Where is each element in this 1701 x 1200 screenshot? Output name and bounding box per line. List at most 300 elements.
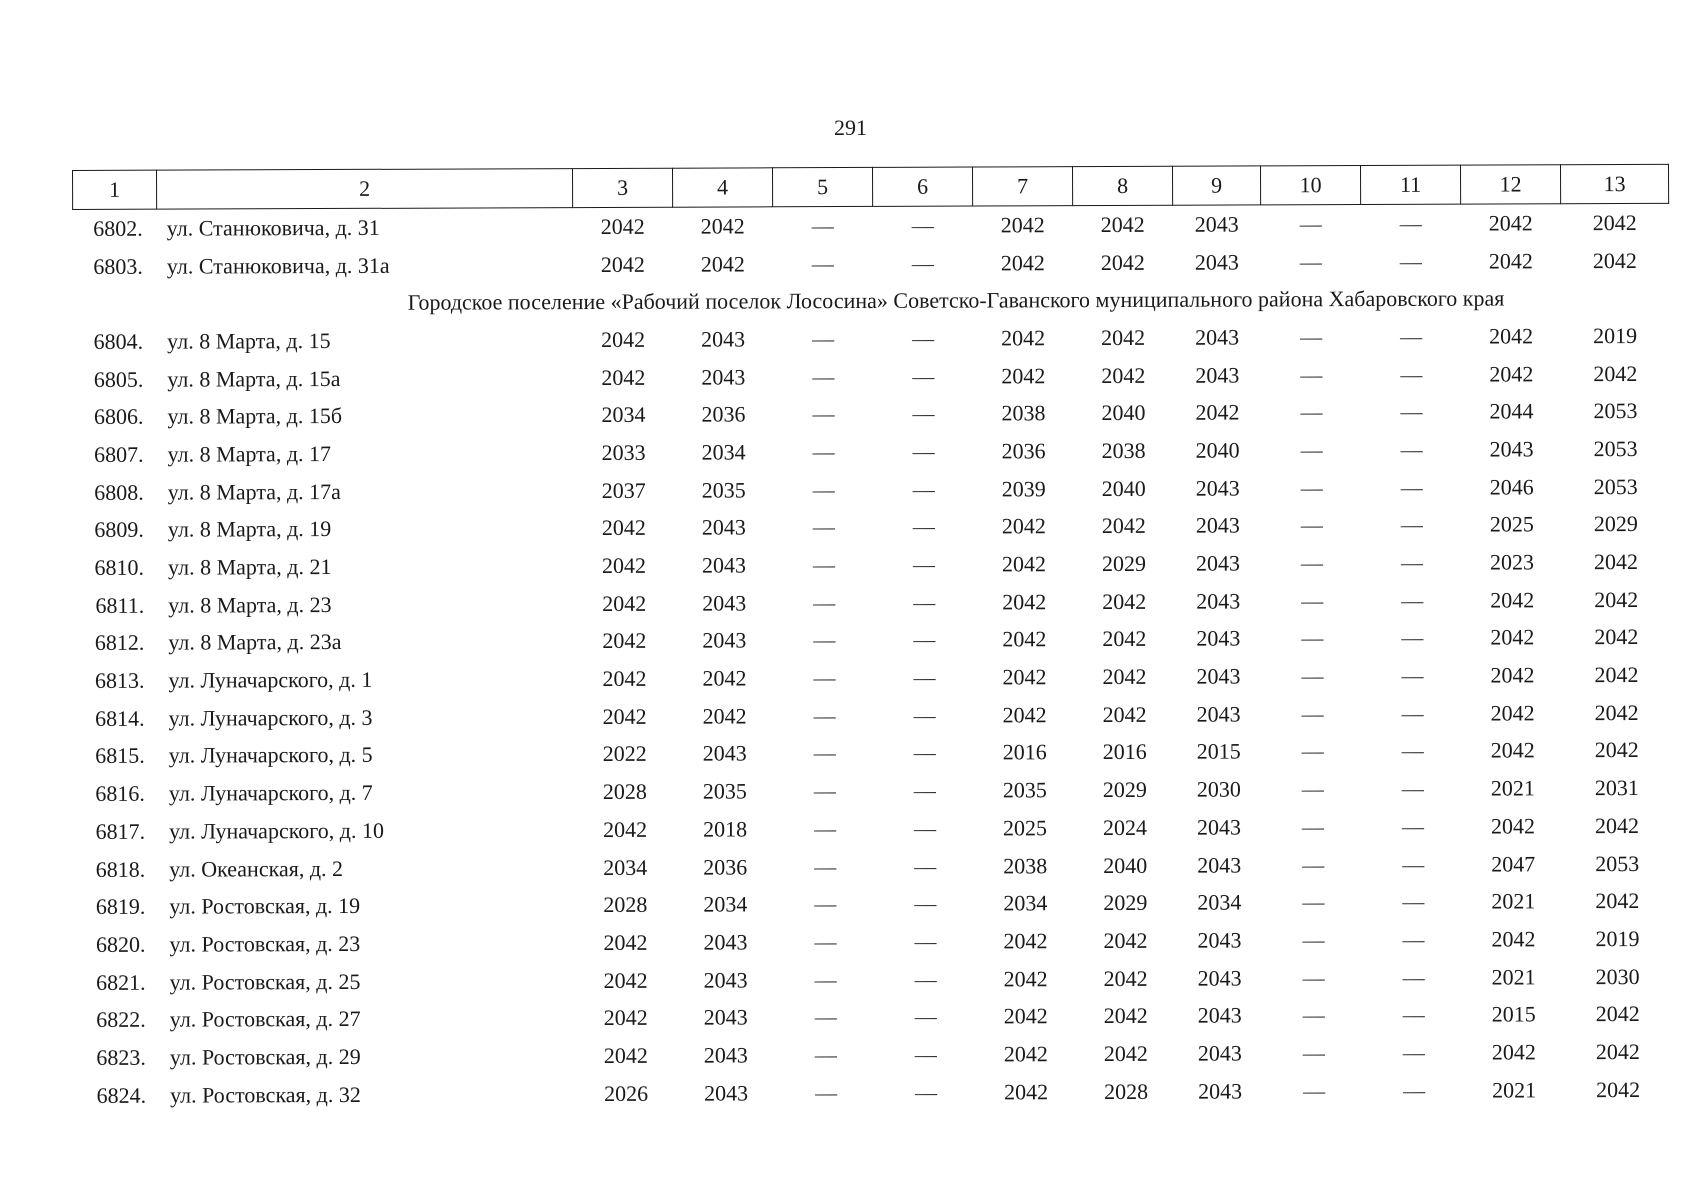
row-address: ул. 8 Марта, д. 23а	[168, 629, 342, 656]
column-header: 1	[73, 170, 157, 209]
row-cell: 2043	[1197, 852, 1242, 878]
row-cell: 2046	[1489, 474, 1534, 500]
row-cell: —	[1399, 210, 1422, 236]
row-cell: 2042	[603, 1042, 648, 1068]
table-row	[75, 731, 1671, 775]
row-cell: 2036	[703, 853, 748, 880]
row-cell: —	[1400, 512, 1423, 538]
row-cell: —	[1401, 813, 1425, 839]
row-cell: 2043	[1195, 512, 1240, 539]
row-cell: 2038	[1001, 400, 1046, 426]
row-cell: 2040	[1101, 400, 1146, 426]
row-cell: —	[814, 891, 837, 917]
row-cell: 2043	[1197, 1002, 1242, 1028]
row-cell: 2043	[1197, 927, 1242, 953]
row-cell: 2029	[1102, 777, 1147, 803]
row-cell: —	[812, 401, 835, 427]
row-cell: 2042	[603, 967, 648, 993]
row-cell: —	[812, 476, 835, 502]
row-cell: 2028	[603, 892, 648, 918]
row-address: ул. Луначарского, д. 5	[168, 742, 373, 769]
row-cell: 2042	[1490, 587, 1535, 613]
row-cell: —	[913, 740, 936, 766]
row-cell: —	[1302, 1040, 1325, 1066]
row-cell: —	[912, 400, 935, 427]
row-cell: 2042	[700, 213, 745, 239]
row-cell: —	[813, 815, 837, 841]
row-cell: 2038	[1003, 852, 1048, 878]
row-cell: —	[913, 815, 937, 841]
row-cell: 2042	[1003, 1078, 1049, 1105]
row-cell: 2040	[1103, 852, 1148, 878]
header-row	[73, 164, 1669, 209]
row-cell: 2042	[1592, 209, 1637, 236]
row-cell: 2042	[1490, 737, 1535, 764]
row-number: 6824.	[96, 1082, 147, 1108]
row-cell: 2042	[1491, 926, 1536, 952]
row-cell: —	[1400, 399, 1423, 425]
row-number: 6815.	[95, 743, 145, 769]
row-cell: 2042	[602, 816, 648, 842]
row-cell: 2043	[1196, 663, 1241, 689]
row-cell: —	[1301, 663, 1324, 689]
row-cell: —	[814, 853, 837, 879]
row-number: 6810.	[94, 554, 145, 580]
column-header: 6	[872, 167, 972, 206]
row-cell: 2042	[700, 250, 745, 277]
row-cell: 2042	[1593, 549, 1639, 575]
row-cell: —	[914, 1079, 938, 1105]
row-cell: 2053	[1593, 473, 1638, 499]
row-cell: 2030	[1595, 963, 1640, 989]
row-cell: —	[1300, 324, 1323, 350]
row-number: 6806.	[93, 404, 144, 430]
row-cell: —	[1302, 964, 1325, 990]
row-cell: 2042	[1003, 965, 1048, 992]
row-address: ул. Станюковича, д. 31	[166, 214, 380, 241]
row-cell: —	[914, 1003, 937, 1030]
row-address: ул. Луначарского, д. 7	[168, 780, 373, 806]
row-cell: 2019	[1593, 322, 1638, 349]
row-cell: 2042	[1594, 624, 1639, 650]
row-cell: —	[1401, 775, 1424, 802]
row-cell: 2034	[703, 891, 748, 917]
row-cell: 2042	[1594, 662, 1639, 688]
row-address: ул. Ростовская, д. 25	[169, 968, 361, 995]
row-cell: —	[914, 853, 937, 879]
table-row	[74, 505, 1670, 549]
row-cell: —	[1300, 474, 1323, 500]
row-cell: —	[913, 702, 936, 728]
row-number: 6808.	[94, 479, 144, 505]
row-number: 6809.	[94, 517, 144, 543]
row-cell: 2043	[703, 1042, 748, 1068]
row-cell: 2042	[1000, 249, 1045, 275]
row-cell: 2043	[1195, 550, 1241, 576]
row-number: 6821.	[96, 969, 146, 995]
row-cell: 2043	[701, 514, 746, 540]
row-cell: 2042	[1195, 399, 1240, 425]
row-cell: 2043	[1195, 362, 1240, 388]
table-row	[75, 694, 1671, 738]
row-cell: —	[1401, 587, 1424, 613]
row-address: ул. Ростовская, д. 27	[169, 1006, 361, 1032]
row-cell: 2028	[602, 778, 647, 805]
row-cell: 2034	[603, 854, 648, 880]
row-cell: 2025	[1002, 815, 1048, 841]
row-cell: 2015	[1196, 738, 1241, 765]
row-cell: 2042	[602, 703, 647, 729]
row-cell: —	[813, 589, 836, 615]
row-cell: 2024	[1102, 814, 1148, 840]
table-row	[76, 1033, 1672, 1077]
row-cell: 2043	[1196, 625, 1241, 652]
row-cell: 2040	[1101, 475, 1146, 501]
table-row	[75, 920, 1671, 964]
row-number: 6819.	[95, 893, 146, 920]
row-address: ул. 8 Марта, д. 15	[167, 327, 331, 354]
row-address: ул. 8 Марта, д. 17а	[167, 478, 341, 505]
row-cell: 2042	[1102, 588, 1147, 614]
page-number: 291	[834, 115, 867, 140]
row-cell: 2042	[1595, 1038, 1640, 1065]
row-cell: —	[914, 890, 937, 916]
row-cell: —	[814, 966, 837, 992]
row-cell: 2034	[601, 402, 646, 428]
column-header: 4	[672, 168, 772, 207]
row-cell: 2043	[1195, 475, 1240, 501]
row-address: ул. Ростовская, д. 32	[170, 1081, 361, 1108]
row-cell: —	[912, 438, 935, 464]
row-cell: 2016	[1102, 739, 1147, 765]
table-row	[74, 581, 1670, 625]
row-cell: —	[911, 250, 934, 276]
row-cell: —	[1400, 323, 1423, 349]
row-cell: —	[911, 212, 934, 238]
table-row	[73, 242, 1669, 286]
row-number: 6812.	[94, 630, 145, 656]
row-cell: —	[813, 627, 836, 653]
row-number: 6820.	[95, 931, 146, 957]
row-cell: 2042	[602, 665, 647, 692]
column-header: 7	[972, 167, 1072, 206]
row-cell: 2043	[703, 1004, 748, 1030]
row-cell: 2042	[1102, 663, 1147, 690]
row-cell: —	[1302, 1002, 1325, 1028]
row-cell: 2042	[1489, 360, 1534, 387]
row-number: 6823.	[96, 1044, 146, 1070]
row-cell: 2031	[1594, 775, 1639, 801]
row-address: ул. 8 Марта, д. 23	[168, 591, 332, 618]
row-cell: —	[914, 928, 937, 954]
row-cell: —	[811, 250, 834, 276]
row-cell: 2043	[1197, 1040, 1242, 1066]
column-header: 2	[157, 169, 573, 210]
row-cell: —	[913, 777, 936, 803]
row-cell: —	[812, 552, 836, 578]
row-cell: —	[813, 740, 836, 766]
row-cell: —	[913, 589, 936, 615]
row-cell: 2042	[1489, 323, 1534, 349]
section-title: Городское поселение «Рабочий поселок Лососина» Советско-Гаванского муниципального района Хабаровского края	[407, 285, 1505, 315]
row-cell: 2042	[1101, 324, 1146, 350]
column-header: 10	[1260, 166, 1360, 205]
row-cell: —	[1300, 512, 1323, 538]
row-cell: 2021	[1491, 963, 1536, 990]
row-cell: 2043	[1489, 436, 1534, 462]
row-cell: 2043	[1194, 249, 1239, 275]
row-cell: 2042	[1103, 1003, 1148, 1029]
row-cell: —	[1402, 1077, 1426, 1103]
row-cell: —	[914, 1041, 937, 1067]
row-cell: —	[912, 476, 935, 502]
row-cell: —	[1400, 474, 1423, 500]
row-address: ул. 8 Марта, д. 15б	[167, 403, 343, 429]
row-cell: 2036	[1001, 438, 1046, 464]
row-cell: —	[1399, 248, 1422, 274]
row-cell: 2042	[1488, 210, 1533, 236]
row-cell: 2043	[703, 967, 748, 993]
row-cell: 2034	[1003, 890, 1048, 916]
row-cell: —	[1300, 550, 1324, 576]
row-cell: 2025	[1489, 511, 1534, 537]
row-address: ул. 8 Марта, д. 21	[167, 554, 332, 580]
row-cell: 2042	[1101, 513, 1146, 539]
row-cell: 2021	[1490, 775, 1535, 801]
row-cell: —	[814, 928, 837, 955]
column-header: 12	[1460, 165, 1560, 204]
row-cell: —	[1301, 700, 1324, 727]
row-cell: —	[1402, 1039, 1425, 1065]
row-cell: 2043	[703, 1080, 749, 1106]
table-row	[74, 656, 1670, 700]
row-cell: 2035	[1002, 777, 1047, 803]
row-cell: 2040	[1195, 437, 1240, 463]
row-cell: 2053	[1595, 850, 1640, 876]
row-cell: —	[1299, 248, 1322, 274]
row-cell: 2042	[1594, 812, 1640, 839]
row-address: ул. Луначарского, д. 3	[168, 704, 373, 731]
row-cell: 2042	[601, 552, 647, 578]
row-address: ул. Луначарского, д. 1	[168, 666, 373, 693]
row-cell: —	[1300, 361, 1323, 387]
row-cell: —	[1401, 625, 1424, 651]
row-cell: 2042	[1592, 247, 1637, 273]
row-cell: 2042	[1594, 699, 1639, 725]
row-cell: 2042	[1102, 701, 1147, 727]
table-row	[74, 468, 1670, 512]
row-cell: —	[1400, 436, 1423, 462]
row-number: 6805.	[93, 366, 144, 392]
row-cell: —	[1402, 851, 1425, 877]
housing-schedule-table	[72, 164, 1673, 1115]
row-cell: 2042	[1490, 662, 1535, 688]
row-cell: 2042	[601, 515, 646, 541]
row-cell: 2042	[1001, 325, 1046, 351]
row-cell: 2043	[702, 740, 747, 767]
row-cell: —	[1300, 399, 1323, 425]
row-cell: —	[1400, 361, 1423, 387]
table-row	[76, 995, 1672, 1039]
section-row-group	[73, 279, 1669, 323]
row-cell: —	[912, 514, 935, 540]
row-cell: —	[811, 212, 834, 239]
row-cell: 2042	[603, 929, 648, 955]
row-cell: 2042	[1003, 928, 1048, 954]
row-cell: 2019	[1595, 925, 1640, 952]
row-cell: 2042	[1595, 1076, 1641, 1102]
row-number: 6803.	[93, 253, 143, 279]
row-cell: 2042	[601, 364, 646, 390]
row-cell: 2033	[601, 439, 646, 465]
row-cell: —	[812, 325, 835, 352]
row-cell: 2043	[1197, 1078, 1243, 1104]
table-row	[74, 543, 1670, 587]
row-cell: 2042	[1490, 813, 1536, 839]
row-cell: 2042	[600, 213, 645, 239]
row-address: ул. 8 Марта, д. 15а	[167, 365, 341, 392]
column-header: 3	[572, 168, 672, 207]
row-cell: 2042	[1100, 249, 1145, 275]
row-cell: 2043	[1194, 211, 1239, 237]
table-row	[75, 807, 1671, 851]
row-cell: 2042	[1003, 1041, 1048, 1067]
column-header: 11	[1360, 165, 1460, 204]
row-cell: 2042	[601, 326, 646, 352]
row-cell: —	[1302, 889, 1325, 915]
row-cell: 2029	[1593, 511, 1638, 537]
row-cell: 2034	[701, 439, 746, 465]
table-row	[75, 882, 1671, 926]
row-cell: —	[814, 1042, 837, 1068]
row-cell: 2043	[702, 627, 747, 653]
row-cell: 2042	[1101, 362, 1146, 388]
row-address: ул. Ростовская, д. 19	[169, 893, 361, 919]
row-cell: —	[1302, 927, 1325, 953]
row-cell: 2042	[1000, 212, 1045, 238]
row-cell: 2044	[1489, 398, 1534, 424]
table-row	[75, 769, 1671, 813]
row-cell: 2042	[602, 590, 647, 616]
rows-after-section	[73, 317, 1672, 1115]
row-cell: —	[812, 514, 835, 540]
row-number: 6813.	[94, 667, 145, 694]
row-cell: 2042	[1594, 737, 1639, 763]
row-number: 6811.	[95, 592, 145, 618]
row-cell: —	[812, 363, 835, 389]
row-cell: 2042	[1594, 586, 1639, 612]
section-row	[73, 279, 1669, 323]
row-cell: 2042	[1103, 1040, 1148, 1067]
row-cell: 2034	[1197, 889, 1242, 915]
row-cell: —	[912, 363, 935, 389]
column-header: 9	[1172, 166, 1260, 205]
row-number: 6814.	[95, 705, 145, 731]
row-cell: —	[1302, 851, 1325, 877]
row-cell: —	[1301, 814, 1325, 840]
row-cell: 2043	[1195, 324, 1240, 350]
row-cell: —	[913, 664, 936, 690]
row-cell: —	[1402, 926, 1425, 952]
row-cell: 2042	[1595, 1001, 1640, 1027]
row-cell: —	[1401, 700, 1424, 726]
row-cell: —	[1301, 587, 1324, 614]
row-cell: 2042	[602, 628, 647, 654]
table-row	[73, 203, 1669, 247]
row-cell: 2053	[1593, 398, 1638, 424]
row-cell: —	[913, 627, 936, 653]
row-number: 6817.	[95, 818, 146, 844]
row-cell: —	[1402, 889, 1425, 915]
row-cell: 2042	[1103, 965, 1148, 991]
row-cell: 2035	[701, 477, 746, 503]
row-cell: 2042	[603, 1005, 648, 1031]
table-row	[73, 392, 1669, 436]
row-address: ул. Ростовская, д. 29	[169, 1043, 361, 1070]
row-cell: 2043	[703, 929, 748, 955]
row-cell: —	[1401, 662, 1424, 688]
row-cell: 2022	[602, 741, 647, 767]
row-cell: 2042	[1102, 626, 1147, 652]
row-cell: 2035	[702, 778, 747, 804]
row-cell: —	[1301, 776, 1324, 802]
row-cell: 2043	[1196, 814, 1242, 840]
row-cell: 2042	[1490, 624, 1535, 650]
row-cell: 2053	[1593, 435, 1638, 462]
row-cell: 2042	[1100, 211, 1145, 237]
row-cell: —	[814, 1004, 837, 1030]
row-cell: —	[1299, 211, 1322, 237]
table-row	[75, 845, 1671, 889]
row-cell: 2042	[1103, 927, 1148, 953]
row-cell: 2043	[701, 552, 747, 578]
row-cell: —	[1301, 738, 1324, 764]
column-header: 5	[772, 167, 872, 206]
row-number: 6804.	[93, 328, 144, 354]
row-cell: 2042	[1001, 362, 1046, 389]
column-header: 13	[1560, 164, 1668, 203]
row-cell: 2043	[701, 364, 746, 390]
row-address: ул. Ростовская, д. 23	[169, 930, 361, 957]
row-cell: —	[812, 439, 835, 465]
row-number: 6822.	[96, 1007, 146, 1033]
table-row	[76, 1071, 1672, 1115]
row-cell: 2042	[1593, 360, 1638, 386]
row-cell: 2042	[1001, 551, 1047, 577]
row-cell: 2026	[604, 1080, 649, 1106]
row-cell: 2036	[701, 401, 746, 427]
row-cell: —	[813, 778, 836, 804]
row-cell: —	[912, 325, 935, 351]
row-cell: —	[1302, 1077, 1326, 1103]
row-address: ул. Луначарского, д. 10	[168, 817, 384, 844]
row-cell: 2039	[1001, 475, 1046, 502]
row-cell: —	[1401, 738, 1424, 764]
row-cell: 2042	[1002, 664, 1047, 690]
row-cell: 2042	[1001, 513, 1046, 539]
row-cell: 2021	[1491, 888, 1536, 914]
column-header: 8	[1072, 166, 1172, 205]
rows-before-section	[73, 203, 1669, 285]
table-row	[73, 355, 1669, 399]
row-cell: 2037	[601, 477, 646, 503]
row-cell: 2042	[1490, 700, 1535, 726]
row-cell: 2043	[701, 326, 746, 352]
row-cell: 2042	[1595, 888, 1640, 914]
row-cell: 2038	[1101, 437, 1146, 464]
table-row	[74, 618, 1670, 662]
row-cell: 2029	[1103, 890, 1148, 916]
